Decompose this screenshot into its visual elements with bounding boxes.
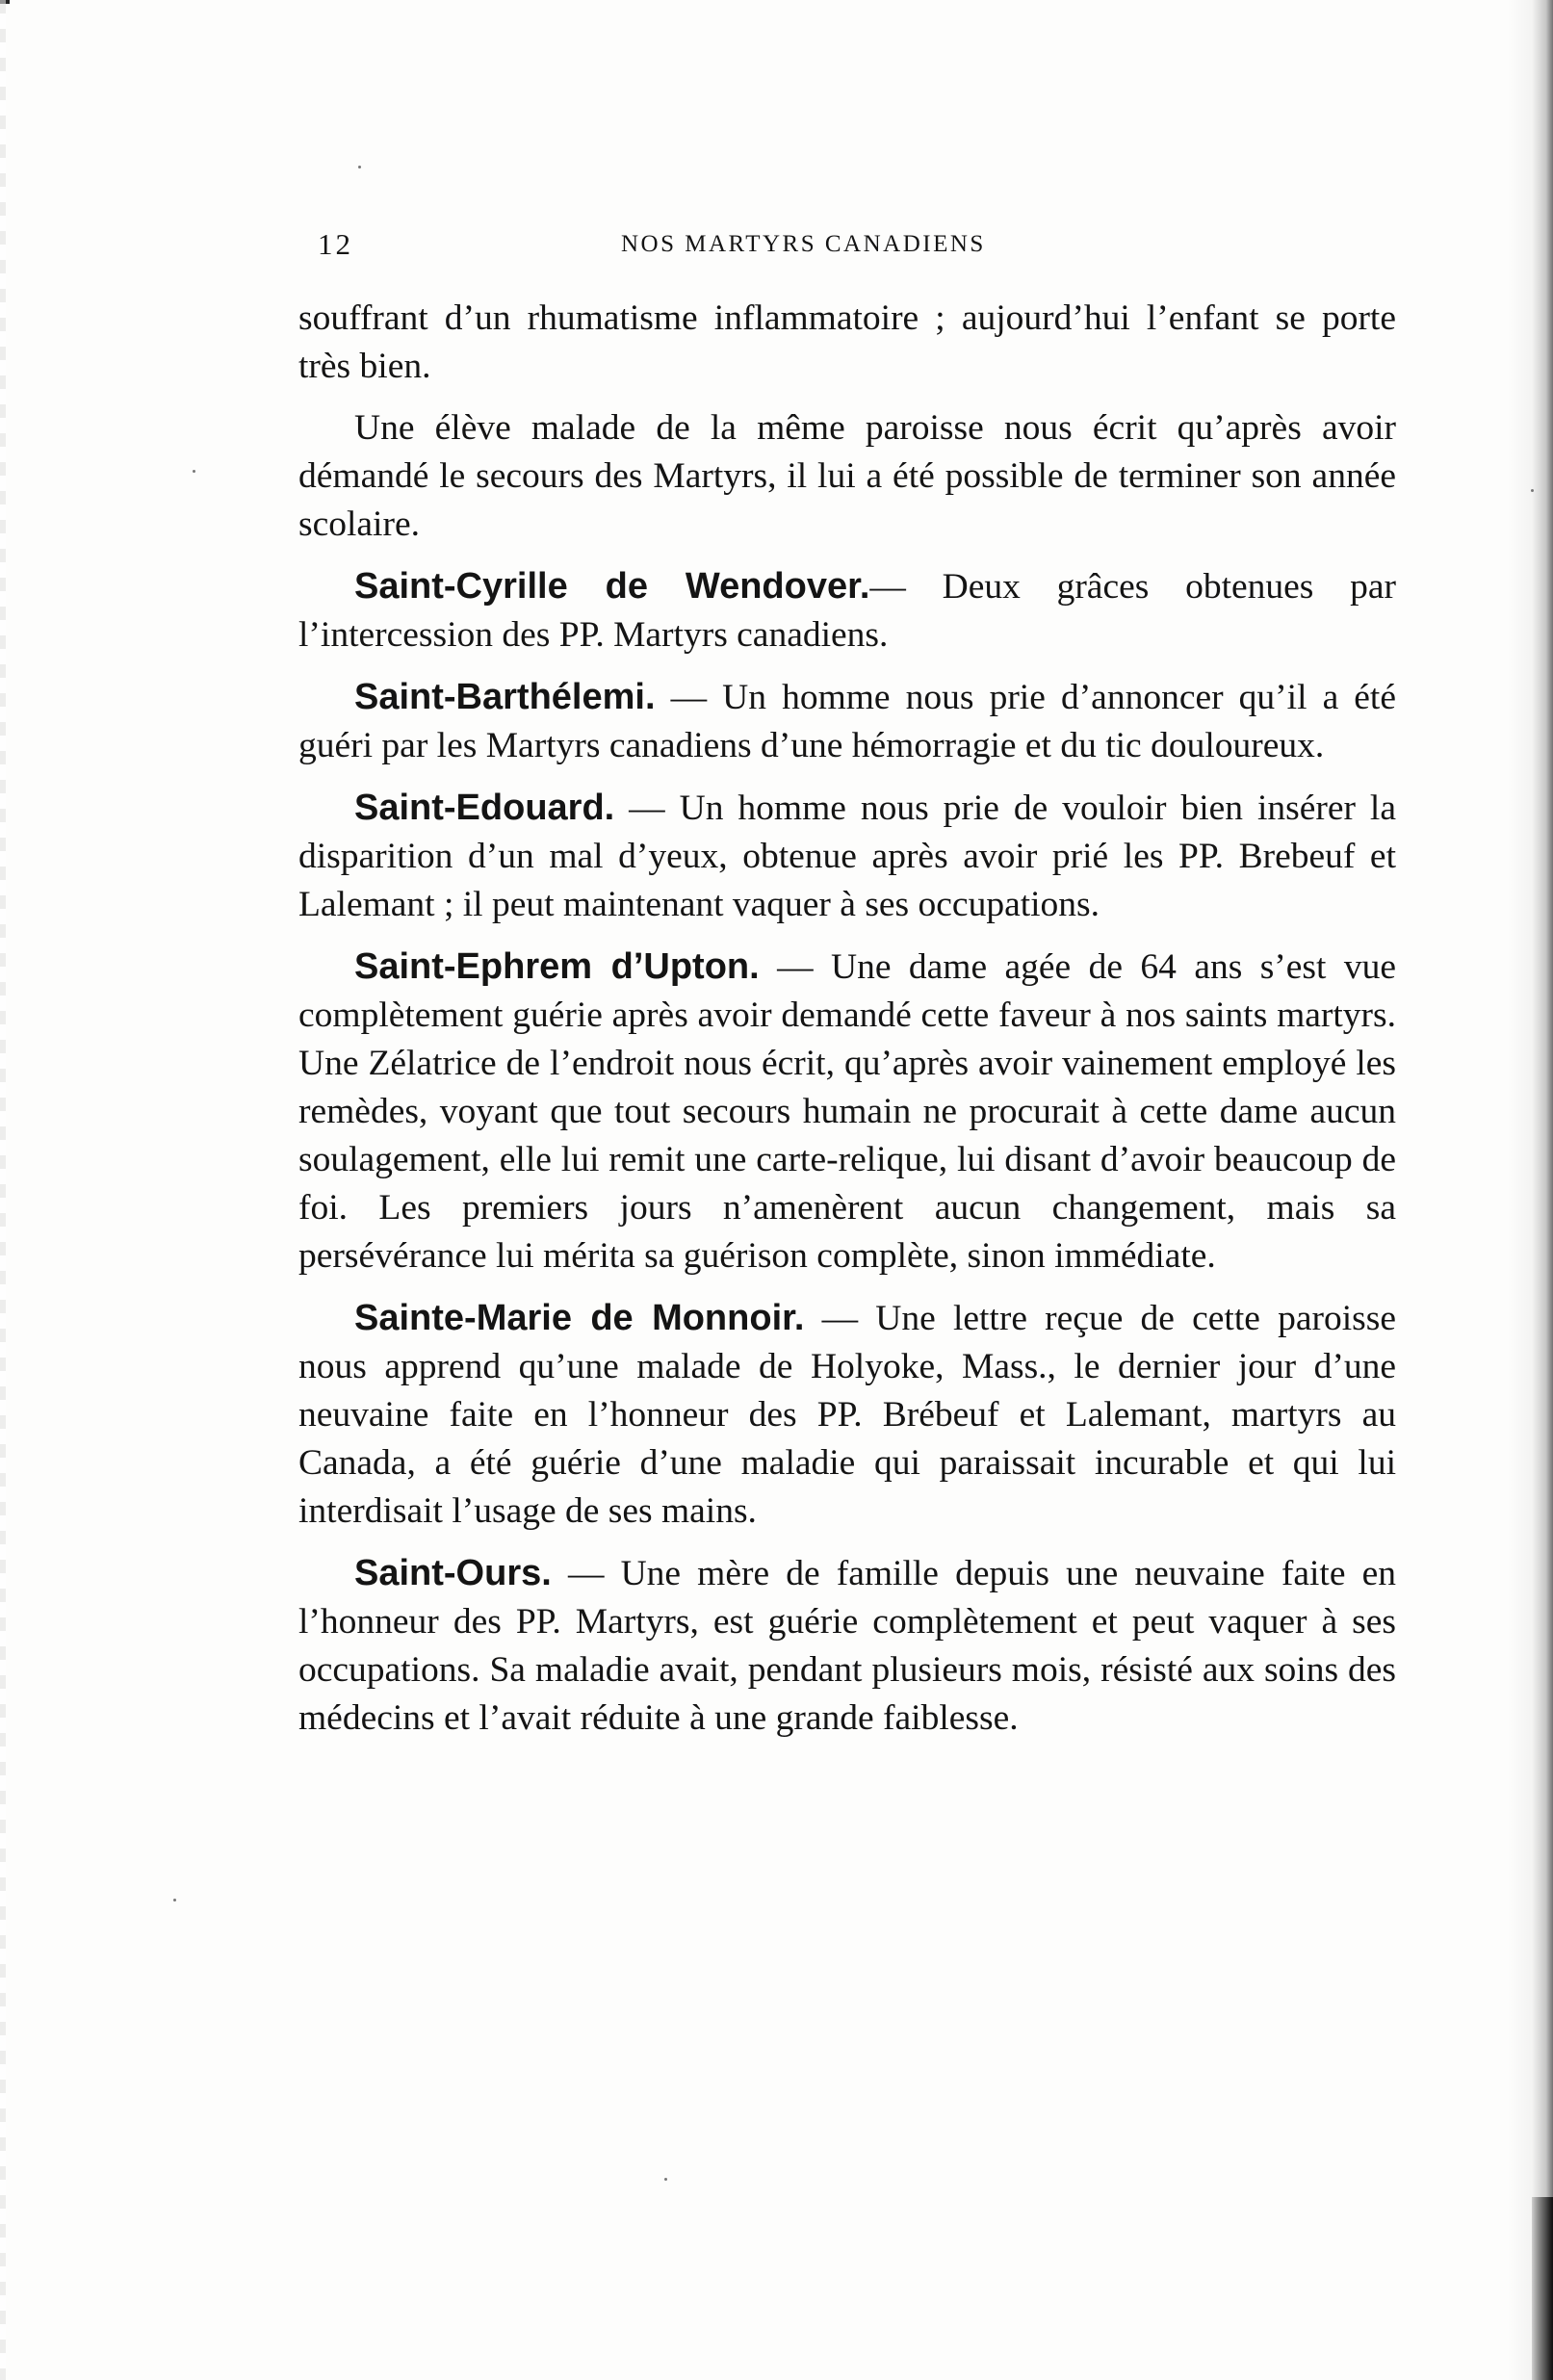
parish-heading: Saint-Cyrille de Wendover. [354, 566, 870, 607]
running-title: NOS MARTYRS CANADIENS [621, 231, 986, 257]
scan-binding-shadow [1532, 2197, 1553, 2380]
scan-speck [664, 2178, 667, 2181]
entry-paragraph [298, 562, 1396, 660]
parish-heading: Saint-Edouard. [354, 788, 615, 828]
scan-speck [358, 166, 361, 168]
parish-heading: Sainte-Marie de Monnoir. [354, 1298, 805, 1338]
page-number: 12 [318, 227, 353, 261]
parish-heading: Saint-Ours. [354, 1553, 552, 1593]
paragraph-text: Deux grâces obtenues par l’intercession des PP. Martyrs canadiens. [298, 567, 1396, 655]
em-dash: — [614, 789, 665, 828]
em-dash: — [804, 1299, 859, 1338]
scan-right-edge-shadow [1507, 0, 1553, 2380]
entry-paragraph [298, 943, 1396, 1281]
scan-speck [193, 470, 195, 473]
paragraph-text: Une dame agée de 64 ans s’est vue complètement guérie après avoir demandé cette faveur à nos saints martyrs. Une Zélatrice de l’endroit nous écrit, qu’après avoir vainement employé les remèdes, voyant que tout secours humain ne procurait à cette dame aucun soulagement, elle lui remit une carte-relique, lui disant d’avoir beaucoup de foi. Les premiers jours n’amenèrent aucun changement, mais sa persévérance lui mérita sa guérison complète, sinon immédiate. [298, 947, 1397, 1276]
entry-paragraph [298, 1294, 1396, 1536]
em-dash: — [551, 1554, 605, 1593]
paragraph-continued [298, 295, 1396, 391]
page-body [298, 295, 1396, 1756]
em-dash: — [655, 678, 708, 717]
em-dash: — [759, 947, 814, 987]
paragraph-text: Un homme nous prie d’annoncer qu’il a été guéri par les Martyrs canadiens d’une hémorragie et du tic douloureux. [298, 678, 1396, 765]
paragraph-text: Un homme nous prie de vouloir bien insérer la disparition d’un mal d’yeux, obtenue après avoir prié les PP. Brebeuf et Lalemant ; il peut maintenant vaquer à ses occupations. [298, 789, 1396, 924]
entry-paragraph [298, 1549, 1396, 1743]
paragraph-text: Une élève malade de la même paroisse nous écrit qu’après avoir démandé le secours des Martyrs, il lui a été possible de terminer son année scolaire. [298, 408, 1396, 544]
em-dash: — [869, 567, 906, 607]
paragraph-text: Une lettre reçue de cette paroisse nous apprend qu’une malade de Holyoke, Mass., le dernier jour d’une neuvaine faite en l’honneur des PP. Brébeuf et Lalemant, martyrs au Canada, a été guérie d’une maladie qui paraissait incurable et qui lui interdisait l’usage de ses mains. [298, 1299, 1396, 1531]
parish-heading: Saint-Ephrem d’Upton. [354, 946, 760, 987]
paragraph [298, 404, 1396, 549]
scan-left-edge [0, 0, 6, 2380]
parish-heading: Saint-Barthélemi. [354, 677, 656, 717]
paragraph-text: Une mère de famille depuis une neuvaine faite en l’honneur des PP. Martyrs, est guérie complètement et peut vaquer à ses occupations. Sa maladie avait, pendant plusieurs mois, résisté aux soins des médecins et l’avait réduite à une grande faiblesse. [298, 1554, 1396, 1738]
entry-paragraph [298, 673, 1396, 770]
paragraph-text: souffrant d’un rhumatisme inflammatoire ; aujourd’hui l’enfant se porte très bien. [298, 298, 1396, 386]
running-header [318, 227, 1386, 266]
entry-paragraph [298, 784, 1396, 929]
scan-speck [173, 1899, 176, 1901]
scan-speck [1531, 489, 1534, 492]
